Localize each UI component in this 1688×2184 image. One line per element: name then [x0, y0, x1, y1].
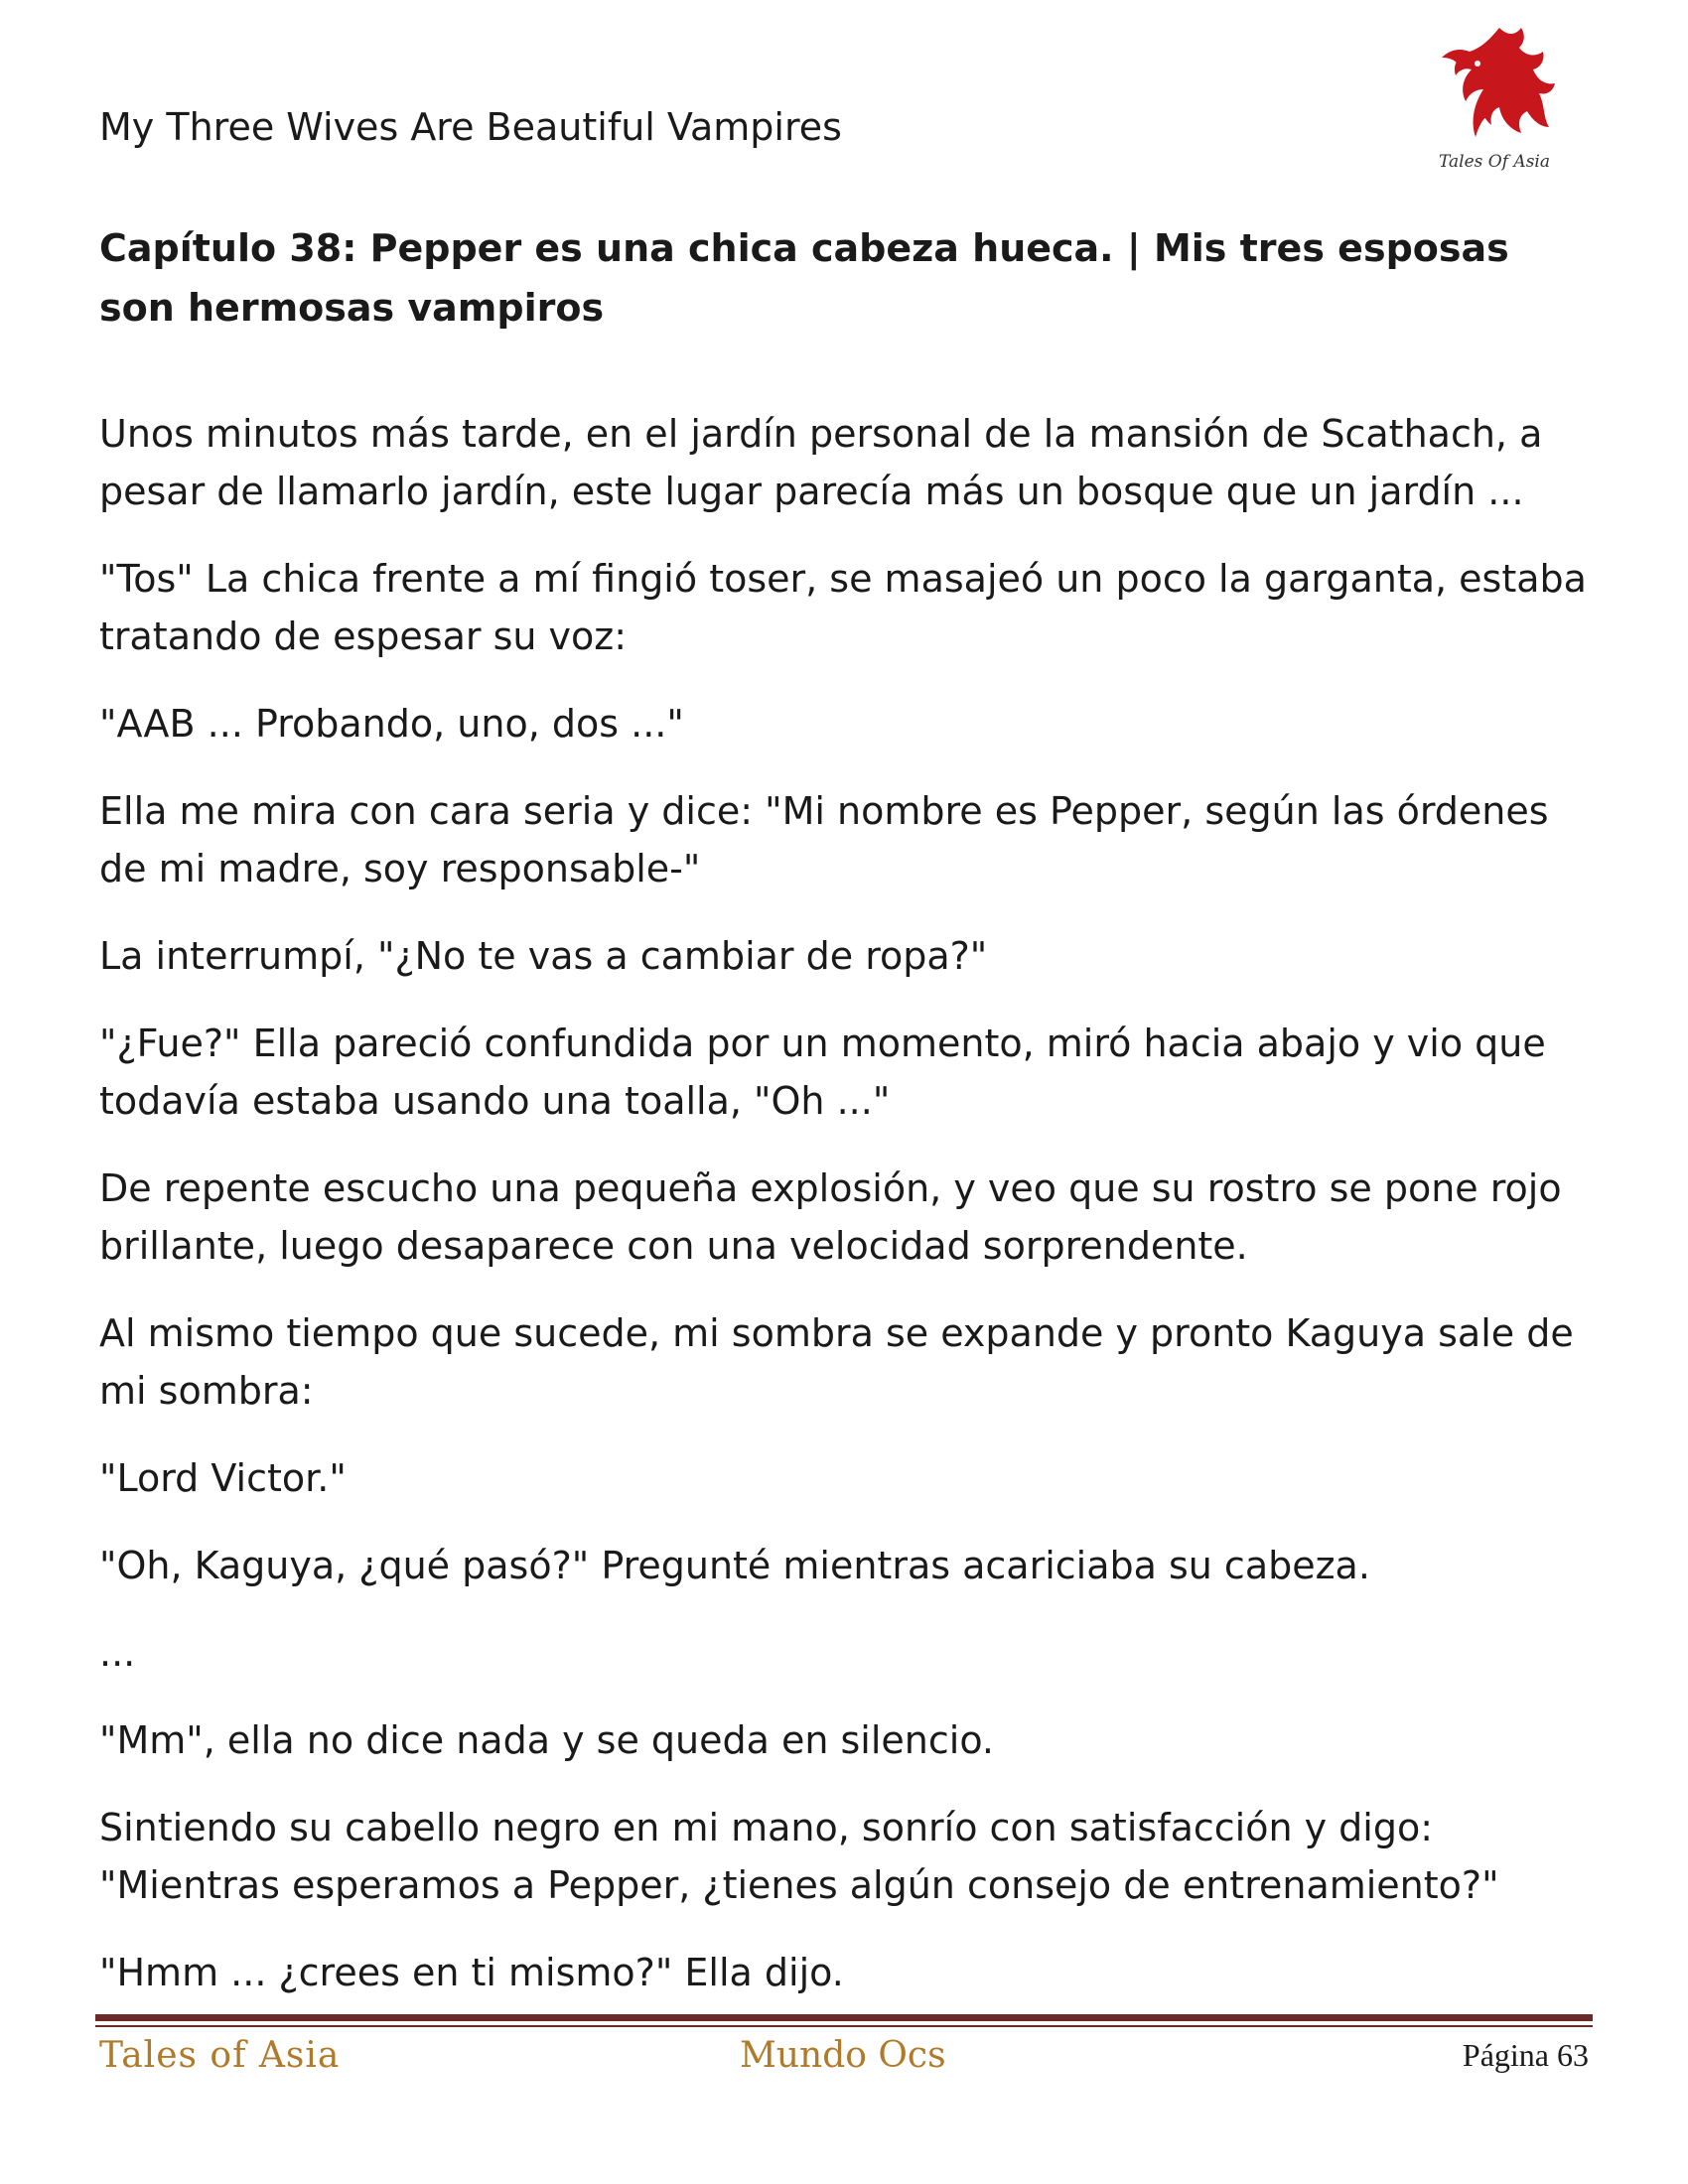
paragraph: Unos minutos más tarde, en el jardín personal de la mansión de Scathach, a pesar de llamarlo jardín, este lugar parecía más un bosque que un jardín ... [99, 412, 1543, 513]
footer-publisher: Tales of Asia [99, 2035, 341, 2076]
paragraph: La interrumpí, "¿No te vas a cambiar de ropa?" [99, 934, 988, 978]
chapter-body [99, 405, 1589, 2031]
paragraph: "Lord Victor." [99, 1456, 347, 1500]
dragon-logo [1430, 20, 1559, 184]
footer-site: Mundo Ocs [740, 2035, 946, 2076]
paragraph: "Oh, Kaguya, ¿qué pasó?" Pregunté mientras acariciaba su cabeza. [99, 1544, 1370, 1587]
paragraph: ... [99, 1631, 136, 1675]
paragraph: De repente escucho una pequeña explosión, y veo que su rostro se pone rojo brillante, luego desaparece con una velocidad sorprendente. [99, 1166, 1562, 1268]
paragraph: "AAB ... Probando, uno, dos ..." [99, 702, 684, 746]
paragraph: "Mm", ella no dice nada y se queda en silencio. [99, 1718, 994, 1762]
page-number: Página 63 [1462, 2037, 1589, 2073]
logo-text: Tales Of Asia [1439, 152, 1550, 172]
paragraph: Ella me mira con cara seria y dice: "Mi nombre es Pepper, según las órdenes de mi madre, soy responsable-" [99, 789, 1549, 890]
footer-divider-thin [95, 2025, 1593, 2027]
footer-divider [95, 2014, 1593, 2021]
paragraph: Sintiendo su cabello negro en mi mano, sonrío con satisfacción y digo: "Mientras esperamos a Pepper, ¿tienes algún consejo de entrenamiento?" [99, 1806, 1499, 1907]
book-title: My Three Wives Are Beautiful Vampires [99, 105, 842, 149]
chapter-title: Capítulo 38: Pepper es una chica cabeza hueca. | Mis tres esposas son hermosas vampiros [99, 226, 1509, 330]
paragraph: Al mismo tiempo que sucede, mi sombra se expande y pronto Kaguya sale de mi sombra: [99, 1311, 1574, 1413]
paragraph: "Tos" La chica frente a mí fingió toser, se masajeó un poco la garganta, estaba tratando de espesar su voz: [99, 557, 1587, 658]
paragraph: "¿Fue?" Ella pareció confundida por un momento, miró hacia abajo y vio que todavía estaba usando una toalla, "Oh ..." [99, 1022, 1546, 1123]
paragraph: "Hmm ... ¿crees en ti mismo?" Ella dijo. [99, 1951, 844, 1994]
